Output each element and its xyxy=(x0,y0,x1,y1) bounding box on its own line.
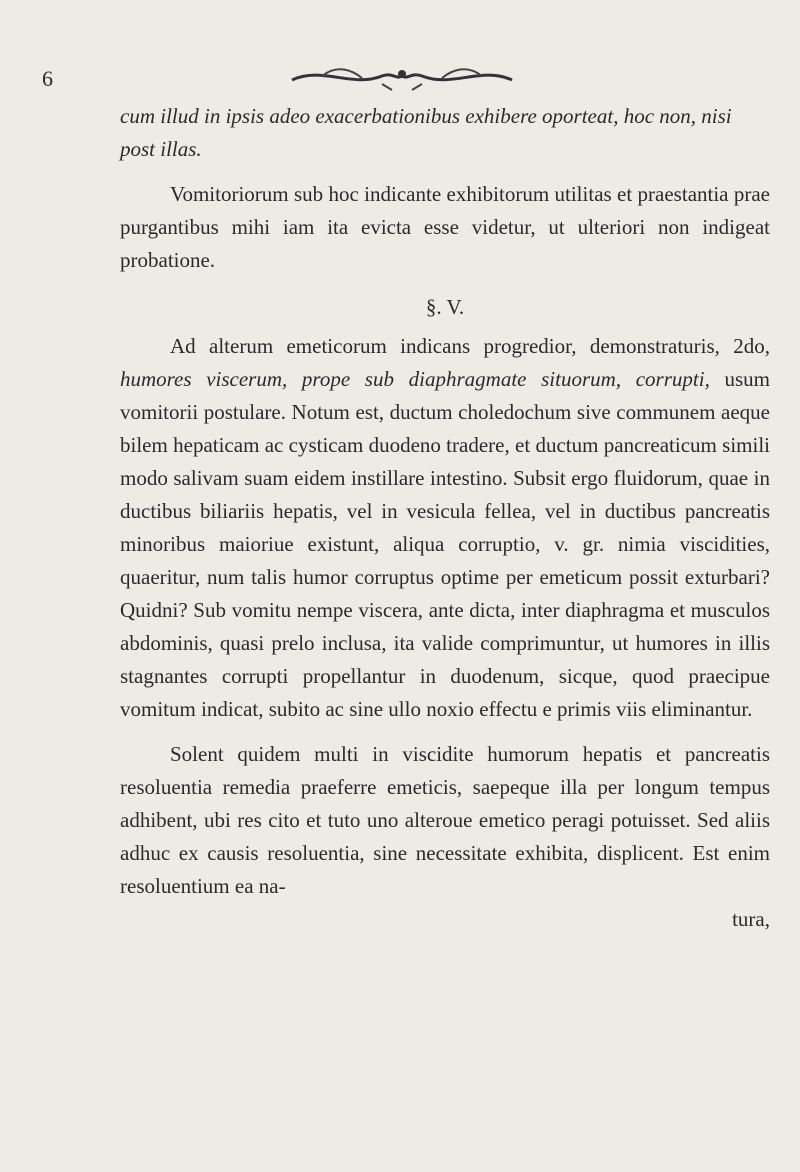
body-text xyxy=(120,100,770,936)
paragraph-2-rest: usum vomitorii postulare. Notum est, ductum choledochum sive communem aeque bilem hepaticam ac cysticam duodeno tradere, et ductum pancreaticum simili modo salivam suam eidem instillare intestino. Subsit ergo fluidorum, quae in ductibus biliariis hepatis, vel in vesicula fellea, vel in ductibus pancreatis minoribus maioriue existunt, aliqua corruptio, v. gr. nimia viscidities, quaeritur, num talis humor corruptus optime per emeticum possit exturbari? Quidni? Sub vomitu nempe viscera, ante dicta, inter diaphragma et musculos abdominis, quasi prelo inclusa, ita valide comprimuntur, ut humores in illis stagnantes corrupti propellantur in duodenum, sicque, quod praecipue vomitum indicat, subito ac sine ullo noxio effectu e primis viis eliminantur. xyxy=(120,367,771,721)
floral-ornament-icon xyxy=(282,58,522,94)
paragraph-3: Solent quidem multi in viscidite humorum hepatis et pancreatis resoluentia remedia praeferre emeticis, saepeque illa per longum tempus adhibent, ubi res cito et tuto uno alteroue emetico peragi potuisset. Sed aliis adhuc ex causis resoluentia, sine necessitate exhibita, displicent. Est enim resoluentium ea na- xyxy=(120,742,770,898)
page-header xyxy=(0,58,800,98)
paragraph-2-lead: Ad alterum emeticorum indicans progredior, demonstraturis, 2do, xyxy=(170,334,770,358)
lead-sentence: cum illud in ipsis adeo exacerbationibus exhibere oporteat, hoc non, nisi post illas. xyxy=(120,104,732,161)
catchword: tura, xyxy=(732,907,770,931)
paragraph-2 xyxy=(120,330,770,726)
section-heading: §. V. xyxy=(425,295,465,319)
page-number: 6 xyxy=(42,66,53,91)
paragraph-2-italic: humores viscerum, prope sub diaphragmate situorum, corrupti, xyxy=(120,367,710,391)
paragraph-1: Vomitoriorum sub hoc indicante exhibitorum utilitas et praestantia prae purgantibus mihi iam ita evicta esse videtur, ut ulteriori non indigeat probatione. xyxy=(120,182,770,272)
